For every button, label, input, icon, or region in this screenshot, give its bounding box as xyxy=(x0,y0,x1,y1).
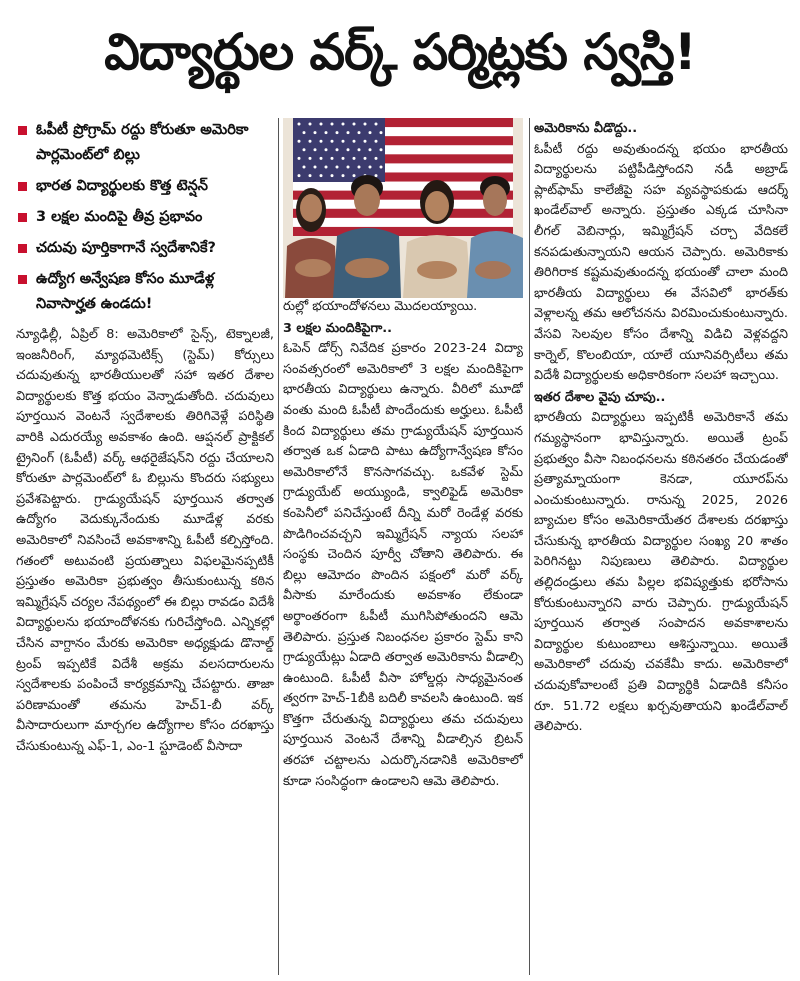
flag-star xyxy=(342,123,345,126)
highlight-item xyxy=(16,118,274,168)
flag-star xyxy=(331,157,334,160)
highlight-text: చదువు పూర్తికాగానే స్వదేశానికే? xyxy=(36,240,216,256)
flag-star xyxy=(298,174,301,177)
article-column-1 xyxy=(16,325,274,975)
flag-star xyxy=(380,131,383,134)
flag-star xyxy=(375,140,378,143)
square-bullet-icon xyxy=(18,126,27,135)
flag-star xyxy=(353,123,356,126)
flag-star xyxy=(298,140,301,143)
flag-star xyxy=(353,157,356,160)
subheading: 3 లక్షల మందికిపైగా.. xyxy=(283,320,392,336)
flag-star xyxy=(309,174,312,177)
flag-star xyxy=(358,148,361,151)
flag-star xyxy=(336,166,339,169)
flag-stripe xyxy=(293,209,513,218)
flag-star xyxy=(325,131,328,134)
students-flag-illustration xyxy=(283,118,523,298)
flag-star xyxy=(303,131,306,134)
flag-star xyxy=(309,123,312,126)
flag-star xyxy=(369,148,372,151)
students-flag-photo xyxy=(283,118,523,298)
flag-star xyxy=(380,166,383,169)
article-paragraph: ఓపెన్ డోర్స్ నివేదిక ప్రకారం 2023-24 విద్యా సంవత్సరంలో అమెరికాలో 3 లక్షల మందికిపైగా భారతీయ విద్యార్థులు ఉన్నారు. వీరిలో మూడో వంతు మంది ఓపీటీ పొందేందుకు అర్హులు. ఓపీటీ కింద విద్యార్థులు తమ గ్రాడ్యుయేషన్ పూర్తయిన తర్వాత ఒక ఏడాది పాటు ఉద్యోగాన్వేషణ కోసం అమెరికాలోనే కొనసాగవచ్చు. ఒకవేళ స్టెమ్ గ్రాడ్యుయేట్ అయ్యుండి, క్వాలిఫైడ్ అమెరికా కంపెనీలో పనిచేస్తుంటే దీన్ని మరో రెండేళ్ల వరకు పొడిగించవచ్చని ఇమ్మిగ్రేషన్ న్యాయ సలహా సంస్థకు చెందిన పూర్వీ చోతాని తెలిపారు. ఈ బిల్లు ఆమోదం పొందిన పక్షంలో మరో వర్క్ వీసాకు మారేందుకు అవకాశం లేకుండా అర్థాంతరంగా ఓపీటీ ముగిసిపోతుందని ఆమె తెలిపారు. ప్రస్తుత నిబంధనల ప్రకారం స్టెమ్ కాని గ్రాడ్యుయేట్లు ఏడాది తర్వాత అమెరికాను వీడాల్సి ఉంటుంది. ఓపీటీ వీసా హోల్డర్లు సాధ్యమైనంత త్వరగా హెచ్-1బీకి బదిలీ కావలసి ఉంటుంది. ఇక కొత్తగా చేరుతున్న విద్యార్థులు తమ చదువులు పూర్తయిన వెంటనే దేశాన్ని వీడాల్సిన బ్రిటన్ తరహా చట్టాలను ఎదుర్కొనడానికి అమెరికాలో కూడా సంసిద్ధంగా ఉండాలని ఆమె తెలిపారు. xyxy=(283,341,523,789)
square-bullet-icon xyxy=(18,213,27,222)
flag-star xyxy=(347,148,350,151)
flag-star xyxy=(314,148,317,151)
flag-star xyxy=(364,157,367,160)
flag-star xyxy=(325,166,328,169)
subheading: అమెరికాను వీడొద్దు.. xyxy=(534,121,638,136)
highlight-text: ఉద్యోగ అన్వేషణ కోసం మూడేళ్ల నివాసార్హత ఉండదు! xyxy=(36,271,215,312)
article-paragraph: భారతీయ విద్యార్థులు ఇప్పటికీ అమెరికానే తమ గమ్యస్థానంగా భావిస్తున్నారు. అయితే ట్రంప్ ప్రభుత్వం వీసా నిబంధనలను కఠినతరం చేయడంతో ప్రత్యామ్నాయంగా కెనడా, యూరప్‌ను ఎంచుకుంటున్నారు. రానున్న 2025, 2026 బ్యాచుల కోసం అమెరికాయేతర దేశాలకు దరఖాస్తు చేసుకున్న భారతీయ విద్యార్థుల సంఖ్య 20 శాతం పెరిగినట్టు నిపుణులు తెలిపారు. విద్యార్థుల తల్లిదండ్రులు తమ పిల్లల భవిష్యత్తుకు భరోసాను కోరుకుంటున్నారని వారు చెప్పారు. గ్రాడ్యుయేషన్ పూర్తయిన తర్వాత సంపాదన అవకాశాలను విద్యార్థుల కుటుంబాలు ఆశిస్తున్నాయి. అయితే అమెరికాలో చదువు చవకేమీ కాదు. అమెరికాలో చదువుకోవాలంటే ప్రతి విద్యార్థికి ఏడాదికి కనీసం రూ. 51.72 లక్షలు ఖర్చవుతాయని ఖండేల్‌వాల్ తెలిపారు. xyxy=(534,410,788,735)
us-flag xyxy=(293,118,513,236)
highlight-text: 3 లక్షల మందిపై తీవ్ర ప్రభావం xyxy=(36,209,203,225)
flag-star xyxy=(331,140,334,143)
flag-star xyxy=(320,140,323,143)
flag-star xyxy=(375,174,378,177)
flag-star xyxy=(358,131,361,134)
article-paragraph: న్యూఢిల్లీ, ఏప్రిల్ 8: అమెరికాలో సైన్స్, టెక్నాలజీ, ఇంజనీరింగ్, మ్యాథమెటిక్స్ (స్టెమ్) కోర్సులు చదువుతున్న భారతీయులతో సహా ఇతర దేశాల విద్యార్థులకు కొత్త భయం వెన్నాడుతోంది. చదువులు పూర్తయిన వెంటనే స్వదేశాలకు తిరిగివెళ్లే పరిస్థితి వారికి ఎదురయ్యే అవకాశం ఉంది. ఆప్షనల్ ప్రాక్టికల్ ట్రైనింగ్ (ఓపీటీ) వర్క్ ఆథరైజేషన్‌ని రద్దు చేయాలని కోరుతూ పార్లమెంట్‌లో ఓ బిల్లును కొందరు సభ్యులు ప్రవేశపెట్టారు. గ్రాడ్యుయేషన్ పూర్తయిన తర్వాత ఉద్యోగం వెదుక్కునేందుకు మూడేళ్ల వరకు అమెరికాలో నివసించే అవకాశాన్ని ఓపీటీ కల్పిస్తోంది. గతంలో అటువంటి ప్రయత్నాలు విఫలమైనప్పటికీ ప్రస్తుతం అమెరికా ప్రభుత్వం తీసుకుంటున్న కఠిన ఇమ్మిగ్రేషన్ చర్యల నేపథ్యంలో ఈ బిల్లు రావడం విదేశీ విద్యార్థులను భయాందోళనకు గురిచేస్తోంది. ఎన్నికల్లో చేసిన వాగ్దానం మేరకు అమెరికా అధ్యక్షుడు డొనాల్డ్ ట్రంప్ ఇప్పటికే విదేశీ అక్రమ వలసదారులను స్వదేశాలకు పంపించే కార్యక్రమాన్ని చేపట్టారు. తాజా పరిణామంతో తమను హెచ్1-బీ వర్క్ వీసాదారులుగా మార్చగల ఉద్యోగాల కోసం దరఖాస్తు చేసుకుంటున్న ఎఫ్-1, ఎం-1 స్టూడెంట్ వీసాదా xyxy=(16,327,274,754)
flag-star xyxy=(309,140,312,143)
flag-star xyxy=(364,140,367,143)
highlight-item xyxy=(16,267,274,317)
flag-star xyxy=(353,174,356,177)
square-bullet-icon xyxy=(18,244,27,253)
highlight-item xyxy=(16,174,274,199)
flag-star xyxy=(342,140,345,143)
flag-star xyxy=(380,148,383,151)
subheading: ఇతర దేశాల వైపు చూపు.. xyxy=(534,389,666,405)
flag-star xyxy=(347,166,350,169)
flag-star xyxy=(369,131,372,134)
highlight-item xyxy=(16,205,274,230)
flag-star xyxy=(325,148,328,151)
article-paragraph: రుల్లో భయాందోళనలు మొదలయ్యాయి. xyxy=(283,299,478,314)
flag-star xyxy=(314,166,317,169)
article-column-3 xyxy=(534,118,788,975)
highlight-item xyxy=(16,236,274,261)
flag-star xyxy=(320,157,323,160)
square-bullet-icon xyxy=(18,182,27,191)
article-column-2 xyxy=(283,297,523,975)
flag-star xyxy=(336,148,339,151)
column-divider xyxy=(278,118,279,975)
flag-star xyxy=(358,166,361,169)
square-bullet-icon xyxy=(18,275,27,284)
flag-stripe xyxy=(293,191,513,200)
flag-star xyxy=(375,123,378,126)
flag-star xyxy=(298,123,301,126)
flag-star xyxy=(353,140,356,143)
flag-star xyxy=(331,174,334,177)
flag-star xyxy=(303,166,306,169)
column-divider xyxy=(529,118,530,975)
flag-star xyxy=(331,123,334,126)
flag-star xyxy=(314,131,317,134)
highlight-text: భారత విద్యార్థులకు కొత్త టెన్షన్ xyxy=(36,178,208,194)
flag-star xyxy=(375,157,378,160)
flag-star xyxy=(336,131,339,134)
article-paragraph: ఓపీటీ రద్దు అవుతుందన్న భయం భారతీయ విద్యార్థులను పట్టిపీడిస్తోందని నడీ అబ్రాడ్ ప్లాట్‌ఫామ్ కాలేజీపై సహ వ్యవస్థాపకుడు ఆదర్శ్ ఖండేల్‌వాల్ అన్నారు. ప్రస్తుతం ఎక్కడ చూసినా లీగల్ వెబినార్లు, ఇమ్మిగ్రేషన్ చర్చా వేదికలే కనపడుతున్నాయని ఆయన చెప్పారు. అమెరికాకు తిరిగిరాక కష్టమవుతుందన్న భయంతో చాలా మంది భారతీయ విద్యార్థులు ఈ వేసవిలో భారత్‌కు వెళ్లాలన్న తమ ఆలోచనను విరమించుకుంటున్నారు. వేసవి సెలవుల కోసం దేశాన్ని విడిచి వెళ్లవద్దని కార్నెల్, కొలంబియా, యాలే యూనివర్సిటీలు తమ విదేశీ విద్యార్థులకు అధికారికంగా సలహా ఇచ్చాయి. xyxy=(534,141,788,384)
flag-star xyxy=(320,123,323,126)
flag-star xyxy=(320,174,323,177)
flag-star xyxy=(369,166,372,169)
flag-star xyxy=(298,157,301,160)
flag-star xyxy=(364,123,367,126)
flag-star xyxy=(309,157,312,160)
flag-star xyxy=(342,157,345,160)
highlight-text: ఓపీటీ ప్రోగ్రామ్ రద్దు కోరుతూ అమెరికా పార్లమెంట్‌లో బిల్లు xyxy=(36,122,249,163)
flag-star xyxy=(303,148,306,151)
highlights-list xyxy=(16,118,274,323)
headline: విద్యార్థుల వర్క్ పర్మిట్లకు స్వస్తి! xyxy=(104,23,696,81)
flag-star xyxy=(347,131,350,134)
flag-star xyxy=(342,174,345,177)
